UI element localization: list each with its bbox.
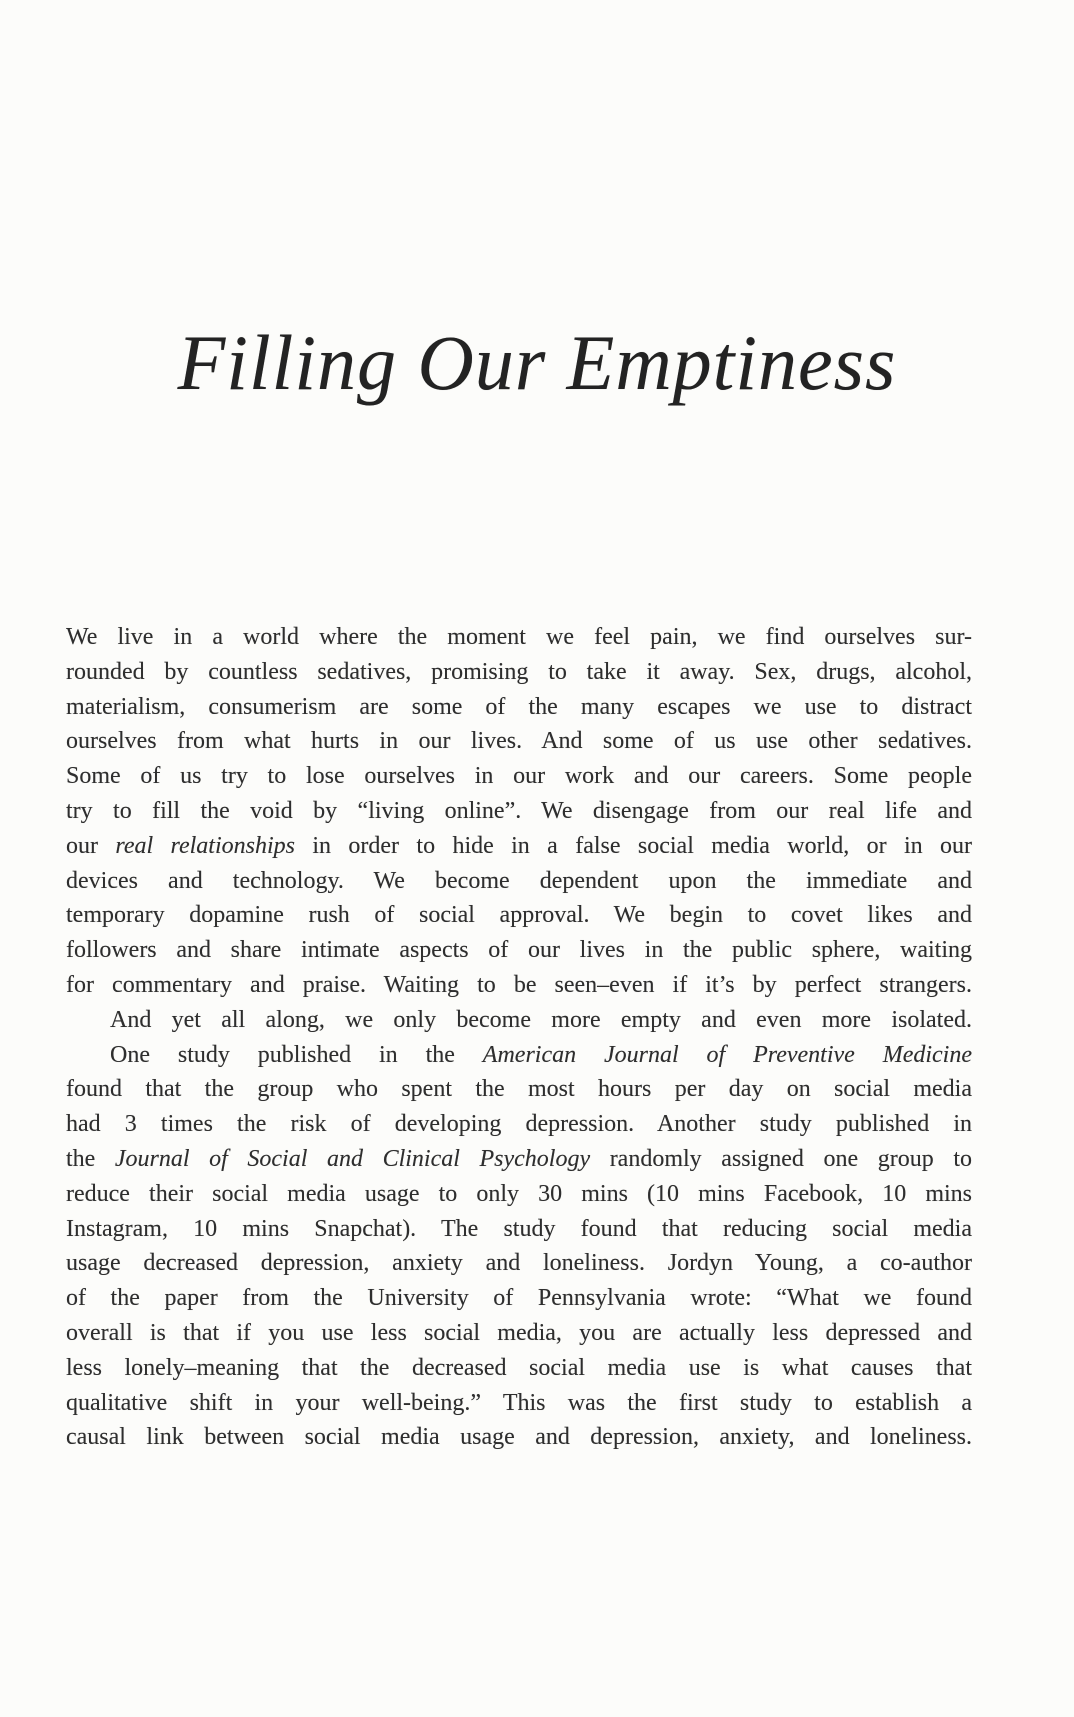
text-segment: temporary dopamine rush of social approval. We begin to covet likes and <box>66 902 972 929</box>
text-line <box>66 1107 972 1142</box>
text-line <box>66 690 972 725</box>
text-line <box>66 829 972 864</box>
italic-text-segment: real relationships <box>115 832 295 859</box>
text-line <box>66 655 972 690</box>
text-line <box>66 1142 972 1177</box>
text-segment: Instagram, 10 mins Snapchat). The study found that reducing social media <box>66 1215 972 1242</box>
text-segment: Some of us try to lose ourselves in our work and our careers. Some people <box>66 763 972 790</box>
text-line <box>66 1246 972 1281</box>
text-segment: usage decreased depression, anxiety and loneliness. Jordyn Young, a co-author <box>66 1250 972 1277</box>
text-segment: ourselves from what hurts in our lives. And some of us use other sedatives. <box>66 728 972 755</box>
text-segment: the <box>66 1145 115 1172</box>
text-segment: for commentary and praise. Waiting to be seen–even if it’s by perfect strangers. <box>66 971 972 998</box>
text-line <box>66 1316 972 1351</box>
text-segment: And yet all along, we only become more empty and even more isolated. <box>110 1006 972 1033</box>
text-segment: materialism, consumerism are some of the many escapes we use to distract <box>66 693 972 720</box>
text-line <box>66 1003 972 1038</box>
body-text <box>66 620 972 1455</box>
text-line <box>66 1281 972 1316</box>
italic-text-segment: American Journal of Preventive Medicine <box>482 1041 973 1068</box>
text-segment: causal link between social media usage and depression, anxiety, and loneliness. <box>66 1424 972 1451</box>
text-segment: followers and share intimate aspects of our lives in the public sphere, waiting <box>66 937 972 964</box>
text-line <box>66 968 972 1003</box>
text-segment: qualitative shift in your well-being.” This was the first study to establish a <box>66 1389 972 1416</box>
chapter-title: Filling Our Emptiness <box>177 319 897 406</box>
text-segment: reduce their social media usage to only 30 mins (10 mins Facebook, 10 mins <box>66 1180 972 1207</box>
text-line <box>66 1420 972 1455</box>
text-segment: We live in a world where the moment we feel pain, we find ourselves sur- <box>66 624 972 650</box>
text-line <box>66 759 972 794</box>
text-segment: devices and technology. We become dependent upon the immediate and <box>66 867 972 894</box>
text-segment: found that the group who spent the most hours per day on social media <box>66 1076 972 1103</box>
text-line <box>66 620 972 655</box>
text-segment: our <box>66 832 116 859</box>
text-line <box>66 1072 972 1107</box>
text-line <box>66 933 972 968</box>
text-line <box>66 1212 972 1247</box>
text-line <box>66 794 972 829</box>
text-segment: randomly assigned one group to <box>590 1145 972 1172</box>
text-line <box>66 1038 972 1073</box>
text-segment: rounded by countless sedatives, promising to take it away. Sex, drugs, alcohol, <box>66 658 972 685</box>
italic-text-segment: Journal of Social and Clinical Psychology <box>114 1145 591 1172</box>
text-segment: of the paper from the University of Pennsylvania wrote: “What we found <box>66 1285 972 1312</box>
text-segment: had 3 times the risk of developing depression. Another study published in <box>66 1111 972 1138</box>
text-line <box>66 1177 972 1212</box>
text-line <box>66 1351 972 1386</box>
text-segment: One study published in the <box>110 1041 483 1068</box>
text-segment: overall is that if you use less social media, you are actually less depressed and <box>66 1319 972 1346</box>
text-line <box>66 724 972 759</box>
text-segment: in order to hide in a false social media world, or in our <box>294 832 973 859</box>
text-line <box>66 1386 972 1421</box>
text-line <box>66 898 972 933</box>
text-segment: less lonely–meaning that the decreased social media use is what causes that <box>66 1354 972 1381</box>
text-line <box>66 864 972 899</box>
text-segment: try to fill the void by “living online”. We disengage from our real life and <box>66 797 972 824</box>
